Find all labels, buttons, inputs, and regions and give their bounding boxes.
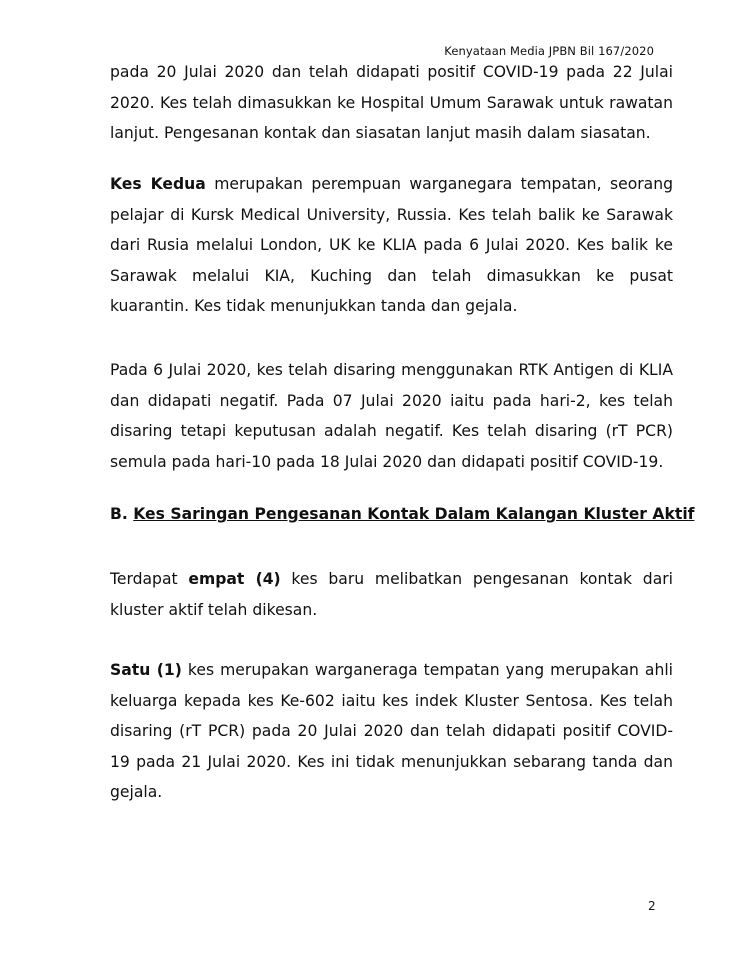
paragraph-lead: Kes Kedua — [110, 175, 206, 193]
page-number: 2 — [648, 899, 656, 913]
paragraph-second-case — [110, 169, 673, 322]
paragraph-emphasis: empat (4) — [188, 570, 281, 588]
section-marker: B. — [110, 505, 128, 523]
media-statement-reference: Kenyataan Media JPBN Bil 167/2020 — [444, 44, 654, 58]
paragraph-screening-history — [110, 355, 673, 477]
section-heading-b — [110, 499, 694, 530]
paragraph-text: merupakan perempuan warganegara tempatan, seorang pelajar di Kursk Medical University, Russia. Kes telah balik ke Sarawak dari Rusia melalui London, UK ke KLIA pada 6 Julai 2020. Kes balik ke Sarawak melalui KIA, Kuching dan telah dimasukkan ke pusat kuarantin. Kes tidak menunjukkan tanda dan gejala. — [110, 175, 673, 315]
paragraph-text-after: kes baru melibatkan pengesanan kontak dari kluster aktif telah dikesan. — [110, 570, 674, 619]
paragraph-text: kes merupakan warganeraga tempatan yang merupakan ahli keluarga kepada kes Ke-602 iaitu kes indek Kluster Sentosa. Kes telah disaring (rT PCR) pada 20 Julai 2020 dan telah didapati positif COVID-19 pada 21 Julai 2020. Kes ini tidak menunjukkan sebarang tanda dan gejala. — [110, 661, 674, 801]
paragraph-text: pada 20 Julai 2020 dan telah didapati positif COVID-19 pada 22 Julai 2020. Kes telah dimasukkan ke Hospital Umum Sarawak untuk rawatan lanjut. Pengesanan kontak dan siasatan lanjut masih dalam siasatan. — [110, 63, 673, 142]
paragraph-text-before: Terdapat — [110, 570, 189, 588]
paragraph-case-1-continuation — [110, 57, 673, 149]
paragraph-case-one-detail — [110, 655, 673, 808]
paragraph-text: Pada 6 Julai 2020, kes telah disaring menggunakan RTK Antigen di KLIA dan didapati negatif. Pada 07 Julai 2020 iaitu pada hari-2, kes telah disaring tetapi keputusan adalah negatif. Kes telah disaring (rT PCR) semula pada hari-10 pada 18 Julai 2020 dan didapati positif COVID-19. — [110, 361, 673, 471]
paragraph-new-contact-cases — [110, 564, 673, 625]
paragraph-lead: Satu (1) — [110, 661, 182, 679]
section-title: Kes Saringan Pengesanan Kontak Dalam Kalangan Kluster Aktif — [133, 505, 695, 523]
